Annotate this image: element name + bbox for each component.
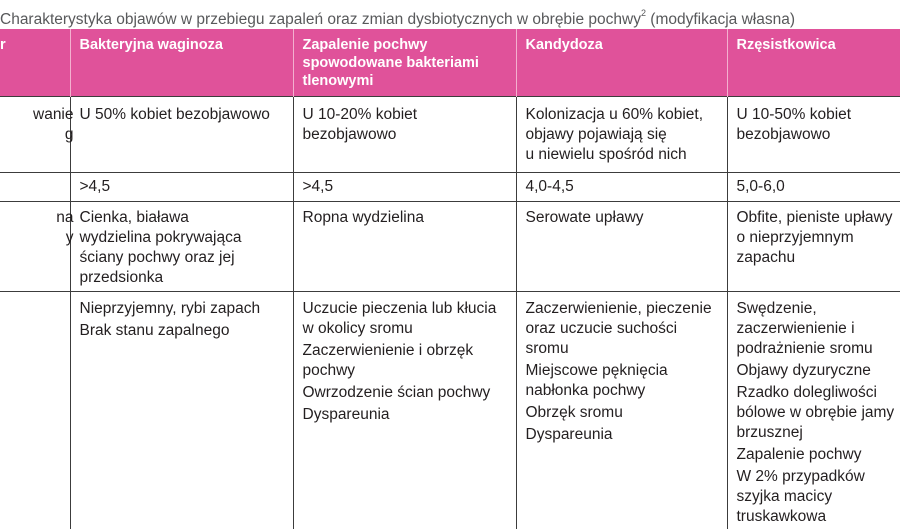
header-cell-feature (0, 29, 70, 97)
header-label: Bakteryjna waginoza (80, 37, 223, 53)
cell-line: przedsionka (80, 268, 289, 288)
table-cell (70, 202, 293, 292)
table-row (0, 202, 900, 292)
symptom-item: W 2% przypadków szyjka macicy truskawkowa (737, 467, 897, 527)
table-header-row (0, 29, 900, 97)
table-cell (516, 173, 727, 202)
symptom-item: Owrzodzenie ścian pochwy (303, 383, 512, 403)
caption-text: Charakterystyka objawów w przebiegu zapaleń oraz zmian dysbiotycznych w obrębie pochwy (0, 11, 641, 28)
table-cell (70, 292, 293, 529)
row-label-cell (0, 173, 70, 202)
cell-line: U 10-50% kobiet (737, 105, 897, 125)
table-cell (516, 97, 727, 173)
cell-line: U 50% kobiet bezobjawowo (80, 105, 289, 125)
cell-lines (303, 208, 512, 228)
table-row (0, 97, 900, 173)
cell-line: ściany pochwy oraz jej (80, 248, 289, 268)
cell-line: na (0, 208, 74, 228)
table-row (0, 173, 900, 202)
cell-lines (0, 105, 74, 145)
symptom-item: Uczucie pieczenia lub kłucia w okolicy sromu (303, 299, 512, 339)
cell-line: Kolonizacja u 60% kobiet, (526, 105, 723, 125)
table-cell (727, 292, 900, 529)
header-label: Zapalenie pochwy spowodowane bakteriami tlenowymi (303, 37, 479, 89)
caption-suffix: (modyfikacja własna) (646, 11, 795, 28)
symptom-item: Rzadko dolegliwości bólowe w obrębie jamy brzusznej (737, 383, 897, 443)
cell-line: wanie (0, 105, 74, 125)
cell-lines (526, 105, 723, 165)
cell-line: objawy pojawiają się (526, 125, 723, 145)
cell-paragraphs (737, 299, 897, 527)
symptom-item: Brak stanu zapalnego (80, 321, 289, 341)
cell-lines (0, 208, 74, 248)
symptom-item: Zapalenie pochwy (737, 445, 897, 465)
cell-paragraphs (80, 299, 289, 341)
cell-lines (526, 208, 723, 228)
header-cell-bacterial-vaginosis (70, 29, 293, 97)
cell-line: Ropna wydzielina (303, 208, 512, 228)
header-cell-trichomoniasis (727, 29, 900, 97)
symptom-item: Dyspareunia (526, 425, 723, 445)
caption-footnote-ref: 2 (641, 8, 646, 18)
cell-lines (303, 105, 512, 145)
cell-paragraphs (526, 299, 723, 445)
table-cell (727, 173, 900, 202)
row-label-cell (0, 202, 70, 292)
table-cell (516, 202, 727, 292)
symptom-item: Miejscowe pęknięcia nabłonka pochwy (526, 361, 723, 401)
cell-line: g (0, 125, 74, 145)
cell-line: y (0, 228, 74, 248)
symptom-item: Objawy dyzuryczne (737, 361, 897, 381)
cell-lines (80, 177, 289, 197)
symptom-item: Dyspareunia (303, 405, 512, 425)
symptom-item: Obrzęk sromu (526, 403, 723, 423)
cell-line: bezobjawowo (737, 125, 897, 145)
table-cell (293, 292, 516, 529)
table-cell (70, 173, 293, 202)
table-cell (70, 97, 293, 173)
cell-line: Obfite, pieniste upławy (737, 208, 897, 228)
cell-line: U 10-20% kobiet (303, 105, 512, 125)
table-cell (727, 202, 900, 292)
cell-lines (303, 177, 512, 197)
cell-lines (526, 177, 723, 197)
cell-line: >4,5 (80, 177, 289, 197)
cell-line: Serowate upławy (526, 208, 723, 228)
cell-line: >4,5 (303, 177, 512, 197)
symptom-item: Nieprzyjemny, rybi zapach (80, 299, 289, 319)
cell-lines (737, 177, 897, 197)
header-cell-candidiasis (516, 29, 727, 97)
table-caption (0, 4, 880, 28)
cell-line: o nieprzyjemnym zapachu (737, 228, 897, 268)
cell-lines (80, 208, 289, 288)
cell-lines (737, 208, 897, 268)
table-cell (293, 173, 516, 202)
cell-line: bezobjawowo (303, 125, 512, 145)
symptom-item: Zaczerwienienie, pieczenie oraz uczucie suchości sromu (526, 299, 723, 359)
table-cell (516, 292, 727, 529)
table-row (0, 292, 900, 529)
header-cell-aerobic-vaginitis (293, 29, 516, 97)
cell-line: wydzielina pokrywająca (80, 228, 289, 248)
symptom-item: Swędzenie, zaczerwienienie i podrażnienie sromu (737, 299, 897, 359)
cell-line: 4,0-4,5 (526, 177, 723, 197)
cell-lines (737, 105, 897, 145)
header-label: Rzęsistkowica (737, 37, 836, 53)
cell-paragraphs (303, 299, 512, 425)
table-cell (727, 97, 900, 173)
cell-line: u niewielu spośród nich (526, 145, 723, 165)
symptom-item: Zaczerwienienie i obrzęk pochwy (303, 341, 512, 381)
cell-line: Cienka, biaława (80, 208, 289, 228)
row-label-cell (0, 292, 70, 529)
symptoms-table (0, 29, 900, 529)
header-label: Kandydoza (526, 37, 603, 53)
table-cell (293, 202, 516, 292)
cell-line: 5,0-6,0 (737, 177, 897, 197)
table-cell (293, 97, 516, 173)
header-label: r (0, 36, 66, 54)
row-label-cell (0, 97, 70, 173)
cell-lines (80, 105, 289, 125)
